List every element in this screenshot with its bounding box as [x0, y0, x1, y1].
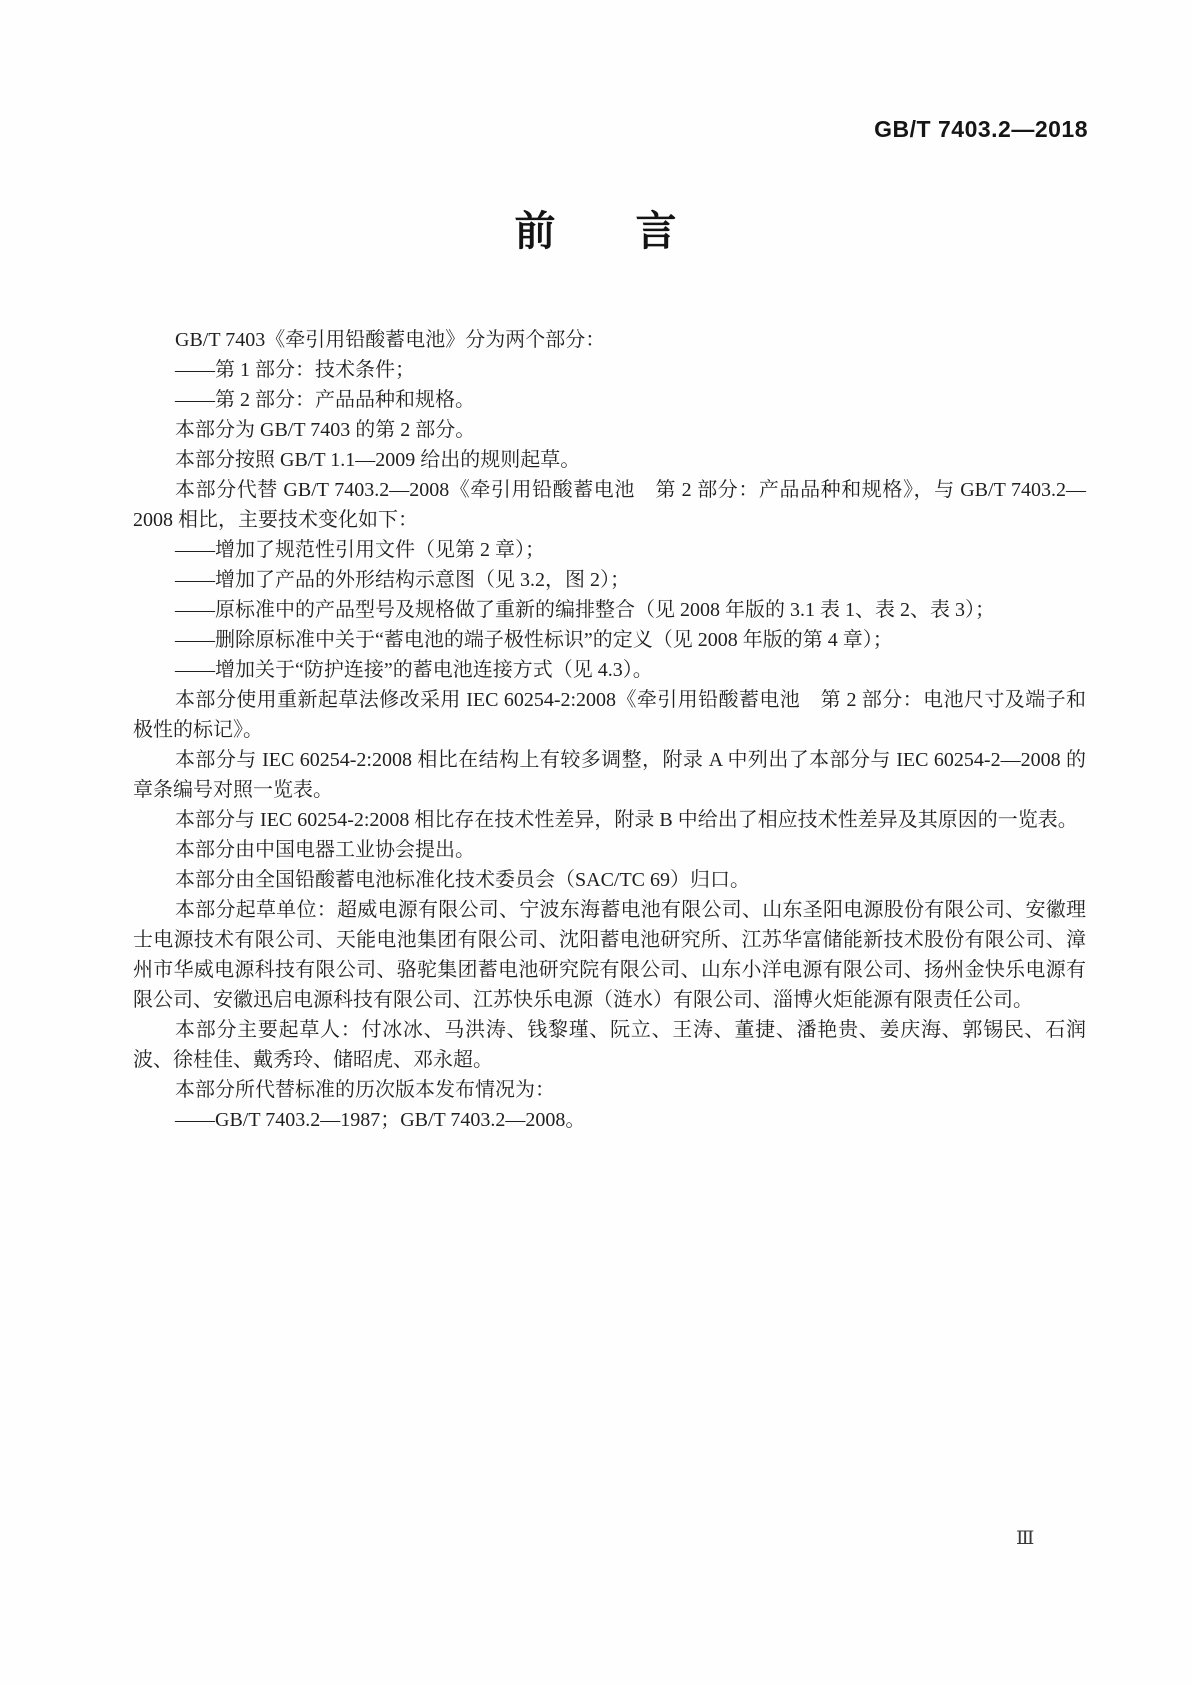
foreword-paragraph: ——第 1 部分：技术条件； — [175, 359, 415, 381]
foreword-title-char-1: 前 — [514, 208, 556, 254]
foreword-title-char-2: 言 — [635, 208, 677, 254]
standard-code: GB/T 7403.2—2018 — [874, 116, 1088, 142]
foreword-paragraph: 本部分所代替标准的历次版本发布情况为： — [175, 1079, 555, 1101]
foreword-body — [133, 325, 1086, 1135]
foreword-paragraph: ——增加了规范性引用文件（见第 2 章）； — [175, 539, 545, 561]
foreword-paragraph: 本部分与 IEC 60254-2:2008 相比存在技术性差异，附录 B 中给出了相应技术性差异及其原因的一览表。 — [175, 809, 1078, 831]
foreword-title — [0, 198, 1191, 257]
foreword-paragraph: 本部分代替 GB/T 7403.2—2008《牵引用铅酸蓄电池 第 2 部分：产品品种和规格》，与 GB/T 7403.2—2008 相比，主要技术变化如下： — [133, 479, 1086, 531]
foreword-paragraph: 本部分使用重新起草法修改采用 IEC 60254-2:2008《牵引用铅酸蓄电池 第 2 部分：电池尺寸及端子和极性的标记》。 — [133, 689, 1086, 741]
foreword-paragraph: ——第 2 部分：产品品种和规格。 — [175, 389, 475, 411]
foreword-paragraph: ——增加关于“防护连接”的蓄电池连接方式（见 4.3）。 — [175, 659, 653, 681]
page-number: Ⅲ — [1016, 1528, 1035, 1549]
foreword-paragraph: 本部分与 IEC 60254-2:2008 相比在结构上有较多调整，附录 A 中列出了本部分与 IEC 60254-2—2008 的章条编号对照一览表。 — [133, 749, 1086, 801]
foreword-paragraph: 本部分主要起草人：付冰冰、马洪涛、钱黎瑾、阮立、王涛、董捷、潘艳贵、姜庆海、郭锡民、石润波、徐桂佳、戴秀玲、储昭虎、邓永超。 — [133, 1019, 1086, 1071]
foreword-paragraph: ——增加了产品的外形结构示意图（见 3.2，图 2）； — [175, 569, 630, 591]
foreword-paragraph: 本部分由中国电器工业协会提出。 — [175, 839, 475, 861]
foreword-paragraph: ——GB/T 7403.2—1987；GB/T 7403.2—2008。 — [175, 1109, 586, 1131]
foreword-paragraph: ——删除原标准中关于“蓄电池的端子极性标识”的定义（见 2008 年版的第 4 章）； — [175, 629, 893, 651]
foreword-paragraph: 本部分起草单位：超威电源有限公司、宁波东海蓄电池有限公司、山东圣阳电源股份有限公司、安徽理士电源技术有限公司、天能电池集团有限公司、沈阳蓄电池研究所、江苏华富储能新技术股份有限公司、漳州市华威电源科技有限公司、骆驼集团蓄电池研究院有限公司、山东小洋电源有限公司、扬州金快乐电源有限公司、安徽迅启电源科技有限公司、江苏快乐电源（涟水）有限公司、淄博火炬能源有限责任公司。 — [133, 899, 1086, 1011]
foreword-paragraph: 本部分由全国铅酸蓄电池标准化技术委员会（SAC/TC 69）归口。 — [175, 869, 751, 891]
foreword-paragraph: GB/T 7403《牵引用铅酸蓄电池》分为两个部分： — [175, 329, 606, 351]
foreword-paragraph: ——原标准中的产品型号及规格做了重新的编排整合（见 2008 年版的 3.1 表 1、表 2、表 3）； — [175, 599, 995, 621]
foreword-paragraph: 本部分为 GB/T 7403 的第 2 部分。 — [175, 419, 476, 441]
foreword-paragraph: 本部分按照 GB/T 1.1—2009 给出的规则起草。 — [175, 449, 581, 471]
